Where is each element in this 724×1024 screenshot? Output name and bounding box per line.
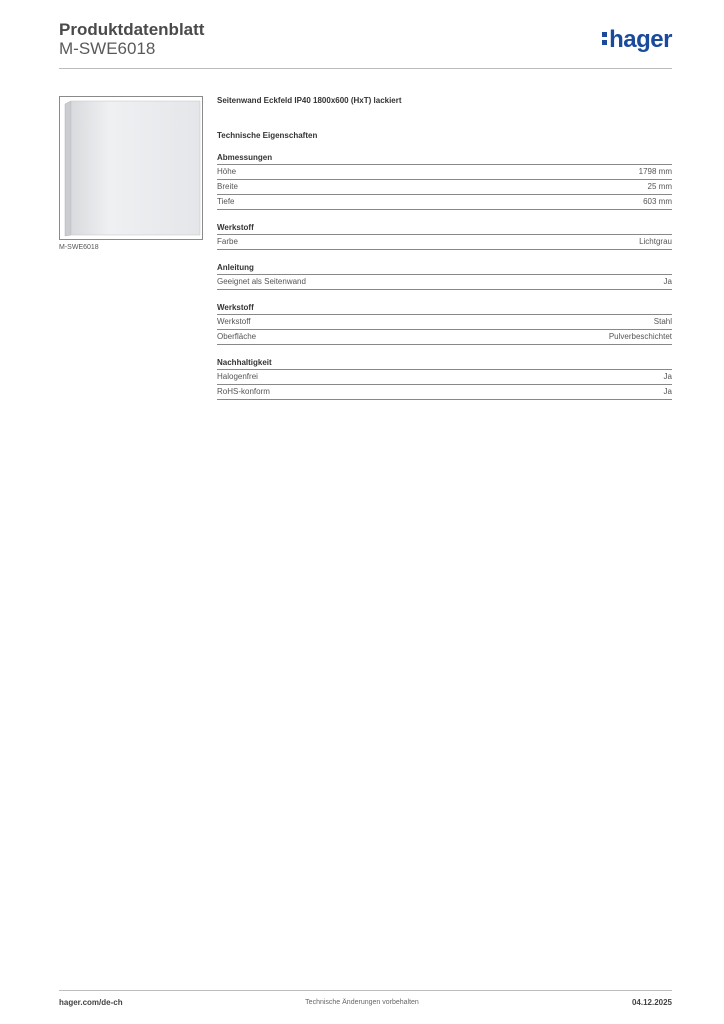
- group-werkstoff-farbe: [217, 223, 672, 250]
- footer-disclaimer: Technische Änderungen vorbehalten: [305, 999, 419, 1006]
- row-label: Geeignet als Seitenwand: [217, 277, 306, 286]
- table-row: [217, 180, 672, 195]
- row-label: Breite: [217, 182, 238, 191]
- row-label: Halogenfrei: [217, 372, 258, 381]
- row-value: 603 mm: [643, 197, 672, 206]
- row-label: Werkstoff: [217, 317, 251, 326]
- table-row: [217, 275, 672, 290]
- group-abmessungen: [217, 153, 672, 210]
- footer-divider: [59, 990, 672, 991]
- row-value: Ja: [663, 372, 672, 381]
- row-value: Ja: [663, 277, 672, 286]
- product-code: M-SWE6018: [59, 39, 156, 58]
- group-title: Abmessungen: [217, 153, 672, 165]
- table-row: [217, 315, 672, 330]
- table-row: [217, 235, 672, 250]
- table-row: [217, 330, 672, 345]
- row-label: Tiefe: [217, 197, 235, 206]
- document-title: Produktdatenblatt: [59, 20, 205, 39]
- logo-text: hager: [609, 26, 672, 53]
- hager-logo: [602, 26, 672, 54]
- group-title: Werkstoff: [217, 303, 672, 315]
- table-row: [217, 385, 672, 400]
- group-title: Anleitung: [217, 263, 672, 275]
- row-value: Ja: [663, 387, 672, 396]
- header-divider: [59, 68, 672, 69]
- product-details: [217, 96, 672, 400]
- row-label: Farbe: [217, 237, 238, 246]
- row-value: Lichtgrau: [639, 237, 672, 246]
- footer-date: 04.12.2025: [631, 998, 672, 1007]
- website-link[interactable]: hager.com/de-ch: [59, 998, 123, 1007]
- row-label: RoHS-konform: [217, 387, 270, 396]
- row-label: Oberfläche: [217, 332, 257, 341]
- group-title: Nachhaltigkeit: [217, 358, 672, 370]
- row-value: 25 mm: [647, 182, 672, 191]
- row-value: Pulverbeschichtet: [608, 332, 672, 341]
- panel-illustration: [60, 97, 202, 239]
- table-row: [217, 165, 672, 180]
- product-image: [59, 96, 203, 240]
- page-header: [59, 20, 672, 68]
- group-title: Werkstoff: [217, 223, 672, 235]
- table-row: [217, 370, 672, 385]
- product-name: Seitenwand Eckfeld IP40 1800x600 (HxT) lackiert: [217, 96, 402, 105]
- section-title: Technische Eigenschaften: [217, 131, 318, 140]
- group-nachhaltigkeit: [217, 358, 672, 400]
- table-row: [217, 195, 672, 210]
- row-value: 1798 mm: [638, 167, 672, 176]
- logo-dots-icon: [602, 26, 607, 45]
- row-value: Stahl: [653, 317, 672, 326]
- group-anleitung: [217, 263, 672, 290]
- group-werkstoff-material: [217, 303, 672, 345]
- row-label: Höhe: [217, 167, 237, 176]
- image-caption: M-SWE6018: [59, 244, 99, 251]
